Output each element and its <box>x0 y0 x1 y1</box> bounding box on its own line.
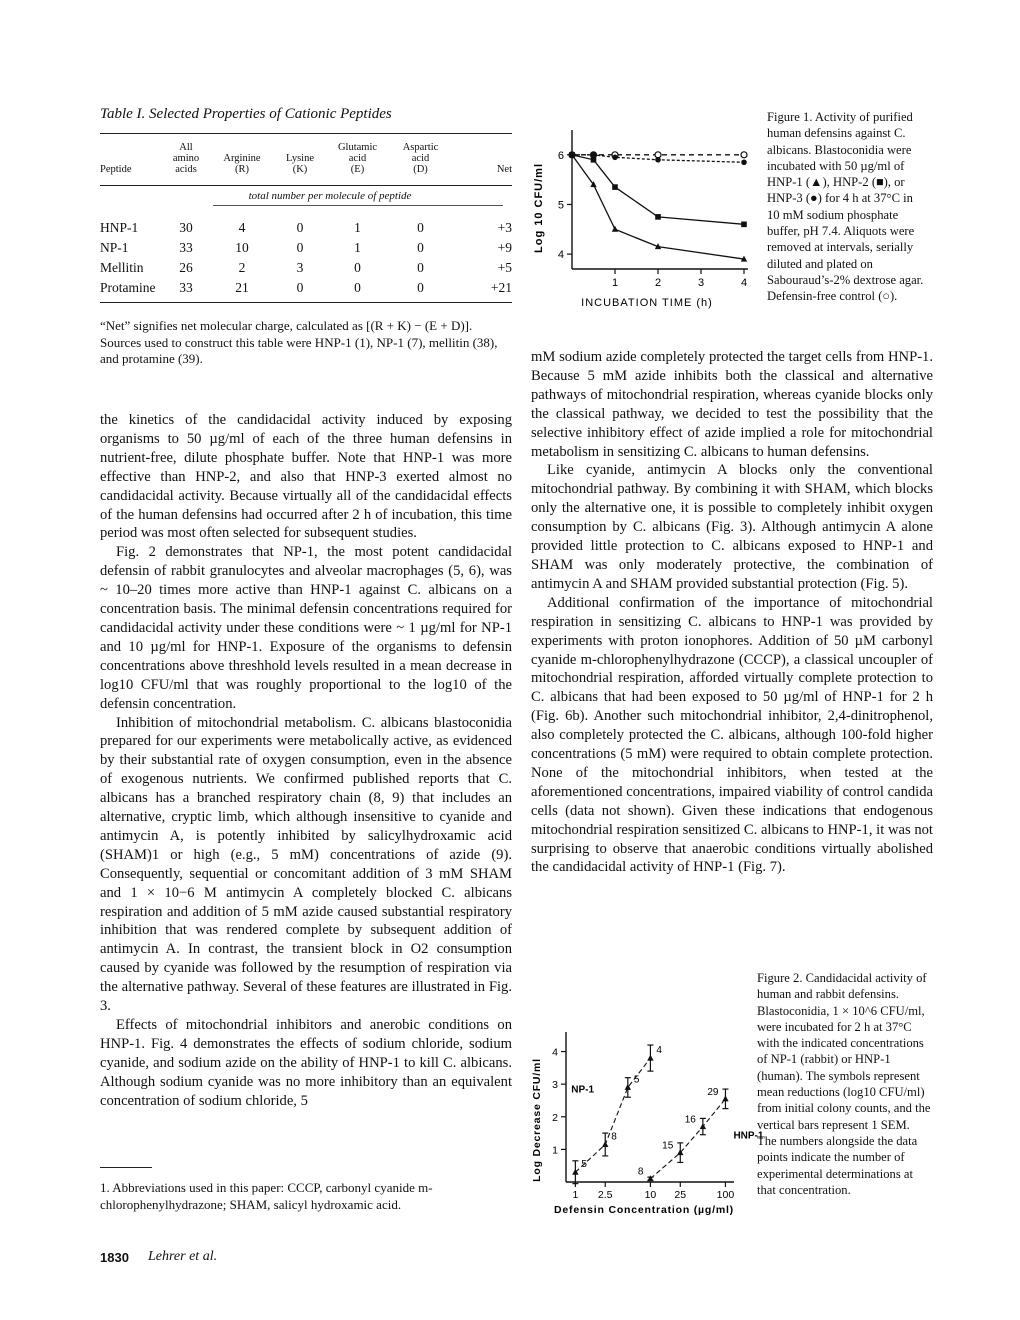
figure1-xlabel: INCUBATION TIME (h) <box>581 297 713 309</box>
y-tick-label: 2 <box>552 1111 558 1124</box>
point-count-label: 8 <box>611 1131 617 1143</box>
paragraph: Additional confirmation of the importance of mitochondrial respiration in sensitizing C. albicans to HNP-1 was provided by experiments with proton ionophores. Addition of 50 µM carbonyl cyanide m-chlorophenylhydrazone (CCCP), a classical uncoupler of mitochondrial respiration, afforded virtually complete protection to C. albicans that had been exposed to 50 µg/ml of HNP-1 for 2 h (Fig. 6b). Another such mitochondrial inhibitor, 2,4-dinitrophenol, also completely protected the C. albicans, although 100-fold higher concentrations (5 mM) were required to obtain complete protection. None of the mitochondrial inhibitors, when tested at the aforementioned concentrations, impaired viability of control candida cells (data not shown). Given these indications that endogenous mitochondrial respiration sensitized C. albicans to HNP-1, it was not surprising to observe that anaerobic conditions virtually abolished the candidacidal activity of HNP-1 (Fig. 7). <box>531 594 933 876</box>
y-tick-label: 1 <box>552 1144 558 1157</box>
paragraph: Like cyanide, antimycin A blocks only the conventional mitochondrial pathway. By combining it with SHAM, which blocks only the alternative one, it is possible to completely inhibit oxygen consumption by C. albicans (Fig. 3). Although antimycin A alone provided little protection to C. albicans exposed to HNP-1 and SHAM was only moderately protective, the combination of antimycin A and SHAM provided substantial protection (Fig. 5). <box>531 462 933 592</box>
point-count-label: 16 <box>684 1114 696 1126</box>
x-tick-label: 25 <box>674 1189 687 1201</box>
y-tick-label: 5 <box>557 199 564 212</box>
table-cell: 0 <box>417 260 424 275</box>
table-cell: 10 <box>235 240 249 255</box>
x-tick-label: 100 <box>716 1189 735 1201</box>
data-point-circle <box>741 159 747 165</box>
table-cell: 26 <box>179 260 193 275</box>
table-column-header <box>100 164 160 175</box>
y-tick-label: 4 <box>557 249 564 262</box>
paragraph: Fig. 2 demonstrates that NP-1, the most potent candidacidal defensin of rabbit granulocytes and alveolar macrophages (5, 6), was ~ 10–20 times more active than HNP-1 against C. albicans on a concentration basis. The minimal defensin concentrations required for candidacidal activity under these conditions were ~ 1 µg/ml for NP-1 and 10 µg/ml for HNP-1. Exposure of the organisms to defensin concentrations above threshhold levels resulted in a mean decrease in log10 CFU/ml that was roughly proportional to the log10 of the defensin concentration. <box>100 544 512 712</box>
point-count-label: 4 <box>656 1045 662 1057</box>
paragraph: Effects of mitochondrial inhibitors and anerobic conditions on HNP-1. Fig. 4 demonstrates the effects of sodium chloride, sodium cyanide, and sodium azide on the ability of HNP-1 to kill C. albicans. Although sodium cyanide was no more inhibitory than an equivalent concentration of sodium chloride, 5 <box>100 1017 512 1109</box>
table-column-header-line: (R) <box>235 164 249 175</box>
table-cell: 4 <box>238 220 246 235</box>
table-column-header-line: amino <box>172 153 200 164</box>
table-column-header-line: All <box>179 142 193 153</box>
table-cell: 0 <box>296 240 304 255</box>
paragraph: mM sodium azide completely protected the target cells from HNP-1. Because 5 mM azide inhibits both the classical and alternative pathways of mitochondrial respiration, whereas cyanide blocks only the classical pathway, we decided to test the possibility that the selective inhibitory effect of azide implied a role for mitochondrial metabolism in sensitizing C. albicans to human defensins. <box>531 349 933 460</box>
table-cell: 0 <box>354 260 361 275</box>
series-line <box>572 155 744 225</box>
data-point-square <box>591 157 597 163</box>
point-count-label: 5 <box>633 1074 640 1086</box>
data-point-open-circle <box>741 152 747 158</box>
table-column-header-line: (K) <box>292 164 308 175</box>
figure2-ylabel: Log Decrease CFU/ml <box>531 1058 543 1182</box>
data-point-circle <box>655 157 661 163</box>
table-bottom-rule <box>100 302 512 303</box>
series-label: NP-1 <box>571 1084 595 1096</box>
y-tick-label: 4 <box>552 1046 558 1059</box>
table-cell: 3 <box>296 260 304 275</box>
table-cell: +5 <box>497 260 512 275</box>
table-cell: +21 <box>490 280 512 295</box>
x-tick-label: 2 <box>654 277 662 289</box>
table-column-header <box>330 142 385 175</box>
paragraph: the kinetics of the candidacidal activity induced by exposing organisms to 50 µg/ml of each of the three human defensins in nutrient-free, dilute phosphate buffer. Note that HNP-1 was more effective than HNP-2, and also that HNP-3 exerted almost no candidacidal activity. Because virtually all of the candidacidal effects of the human defensins had occurred after 2 h of incubation, this time period was most often selected for subsequent studies. <box>100 412 512 542</box>
figure2-series <box>571 1045 764 1184</box>
table-title: Table I. Selected Properties of Cationic Peptides <box>100 106 392 122</box>
x-tick-label: 10 <box>644 1189 657 1201</box>
footnote: 1. Abbreviations used in this paper: CCCP, carbonyl cyanide m-chlorophenylhydrazone; SHAM, salicyl hydroxamic acid. <box>100 1180 433 1212</box>
point-count-label: 29 <box>707 1086 719 1098</box>
data-point-square <box>612 184 618 190</box>
table-row-label: HNP-1 <box>100 220 139 235</box>
footnote-rule <box>100 1167 152 1168</box>
data-point-open-circle <box>655 152 661 158</box>
running-author: Lehrer et al. <box>148 1249 218 1264</box>
series-label: HNP-1 <box>733 1130 764 1142</box>
table-cell: 1 <box>354 240 361 255</box>
table-cell: 0 <box>354 280 361 295</box>
x-tick-label: 2.5 <box>597 1189 613 1201</box>
data-point-circle <box>612 155 618 161</box>
table-cell: 0 <box>296 220 304 235</box>
table-cell: 33 <box>179 280 193 295</box>
y-tick-label: 3 <box>552 1079 558 1092</box>
figure1-ylabel: Log 10 CFU/ml <box>533 162 545 254</box>
paragraph: Inhibition of mitochondrial metabolism. C. albicans blastoconidia prepared for our experiments were metabolically active, as evidenced by their substantial rate of oxygen consumption, even in the absence of exogenous nutrients. We confirmed published reports that C. albicans has a branched respiratory chain (8, 9) that includes an alternative, cryptic limb, which although insensitive to cyanide and antimycin A, is potently inhibited by salicylhydroxamic acid (SHAM)1 or high (e.g., 5 mM) concentrations of azide (9). Consequently, sequential or concomitant addition of 3 mM SHAM and 1 × 10−6 M antimycin A completely blocked C. albicans respiration and addition of 5 mM azide caused substantial respiratory inhibition that was rendered complete by subsequent addition of antimycin A. In contrast, the transient block in O2 consumption caused by cyanide was followed by the resumption of respiration via the alternative pathway. Several of these features are illustrated in Fig. 3. <box>100 714 512 1015</box>
table-cell: 21 <box>235 280 249 295</box>
y-tick-label: 6 <box>557 149 564 162</box>
table-top-rule <box>100 133 512 134</box>
data-point-triangle <box>647 1055 653 1061</box>
table-column-header-line: Lysine <box>286 153 314 164</box>
table-column-header <box>212 153 272 175</box>
table-column-header <box>275 153 325 175</box>
table-column-header-line: acid <box>411 153 430 164</box>
table-cell: 0 <box>417 240 424 255</box>
table-cell: 0 <box>417 220 424 235</box>
table-row-label: NP-1 <box>100 240 129 255</box>
table-column-header-line: (D) <box>413 164 428 175</box>
table-column-header-line: (E) <box>350 164 365 175</box>
data-point-triangle <box>722 1095 728 1101</box>
table-cell: 0 <box>417 280 424 295</box>
table-row-label: Mellitin <box>100 260 144 275</box>
table-subheader-rule <box>213 205 503 206</box>
x-tick-label: 3 <box>697 277 705 289</box>
series-line <box>650 1099 725 1179</box>
table-cell: 30 <box>179 220 193 235</box>
table-cell: +9 <box>497 240 512 255</box>
table-column-header-line: Net <box>496 164 512 175</box>
data-point-square <box>655 214 661 220</box>
data-point-triangle <box>602 1141 608 1147</box>
table-subheader: total number per molecule of peptide <box>248 190 412 202</box>
table-column-header-line: Peptide <box>100 164 132 175</box>
point-count-label: 5 <box>581 1159 587 1171</box>
data-point-circle <box>591 152 597 158</box>
figure1-caption: Figure 1. Activity of purified human defensins against C. albicans. Blastoconidia were incubated with 50 µg/ml of HNP-1 (▲), HNP-2 (■), or HNP-3 (●) for 4 h at 37°C in 10 mM sodium phosphate buffer, pH 7.4. Aliquots were removed at intervals, serially diluted and plated on Sabouraud’s-2% dextrose agar. Defensin-free control (○). <box>767 110 924 304</box>
figure1-axes <box>558 130 748 289</box>
table-cell: 33 <box>179 240 193 255</box>
data-point-square <box>741 222 747 228</box>
table-column-header <box>470 164 512 175</box>
table-column-header-line: Aspartic <box>402 142 439 153</box>
figure1-chart <box>520 118 760 318</box>
table-column-header-line: Glutamic <box>337 142 378 153</box>
table-cell: 2 <box>238 260 246 275</box>
table-row-label: Protamine <box>100 280 156 295</box>
point-count-label: 8 <box>637 1166 644 1178</box>
table-column-header-line: acid <box>348 153 367 164</box>
data-point-triangle <box>612 226 618 232</box>
figure2-caption: Figure 2. Candidacidal activity of human and rabbit defensins. Blastoconidia, 1 × 10^6 CFU/ml, were incubated for 2 h at 37°C with the indicated concentrations of NP-1 (rabbit) or HNP-1 (human). The symbols represent mean reductions (log10 CFU/ml) from initial colony counts, and the vertical bars represent 1 SEM. The numbers alongside the data points indicate the number of experimental determinations at that concentration. <box>757 971 931 1197</box>
left-column <box>100 411 512 1111</box>
table-header-rule <box>100 185 512 186</box>
point-count-label: 15 <box>662 1140 674 1152</box>
right-column <box>531 348 933 877</box>
x-tick-label: 1 <box>611 277 619 289</box>
table-cell: 1 <box>354 220 361 235</box>
figure1-series <box>569 151 747 261</box>
table-column-header <box>165 142 207 175</box>
x-tick-label: 4 <box>740 277 748 289</box>
table-note: “Net” signifies net molecular charge, calculated as [(R + K) − (E + D)]. Sources used to construct this table were HNP-1 (1), NP-1 (7), mellitin (38), and protamine (39). <box>100 318 498 366</box>
figure2-xlabel: Defensin Concentration (µg/ml) <box>554 1204 734 1216</box>
table-cell: +3 <box>497 220 512 235</box>
data-point-triangle <box>700 1123 706 1129</box>
table-cell: 0 <box>296 280 304 295</box>
table-column-header-line: acids <box>175 164 197 175</box>
table-column-header <box>393 142 448 175</box>
table-column-header-line: Arginine <box>223 153 261 164</box>
page-number: 1830 <box>100 1250 129 1265</box>
x-tick-label: 1 <box>572 1189 579 1201</box>
figure2-chart <box>524 1020 764 1220</box>
